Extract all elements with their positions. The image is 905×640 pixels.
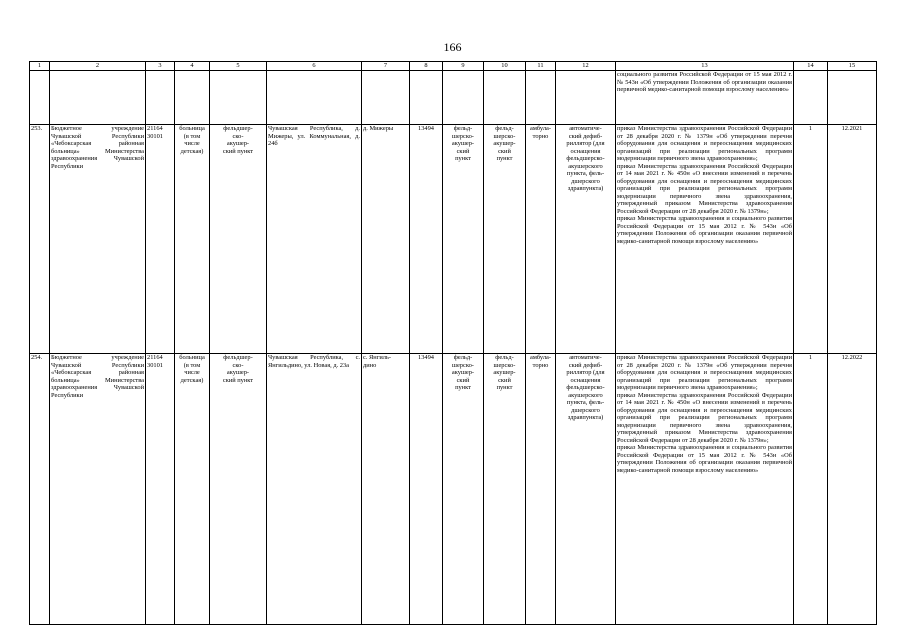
address-cell: Чувашская Республика, с. Янгильдино, ул. Новая, д. 23а [267,354,362,625]
equipment-cell: автоматиче- ский дефиб- риллятор (для оснащения фельдшерско- акушерского пункта, фель- дшерского здравпункта) [556,125,616,354]
date-cell: 12.2021 [828,125,877,354]
unit-cell: фельдшер- ско- акушер- ский пункт [210,125,267,354]
structure-cell: фельд- шерско- акушер- ский пункт [484,354,526,625]
quantity-cell: 1 [794,125,828,354]
organization-cell: Бюджетное учреждение Чувашской Республики «Чебоксарская районная больница» Министерства здравоохранения Чувашской Республики [50,125,146,354]
structure-cell: фельд- шерско- акушер- ский пункт [443,354,484,625]
column-header: 1 [30,62,50,71]
locality-cell: с. Янгиль- дино [362,354,410,625]
legal-basis-cell: приказ Министерства здравоохранения Российской Федерации от 28 декабря 2020 г. № 1379н «Об утверждении перечня оборудования для оснащения и переоснащения медицинских организаций при реализации региональных программ модернизации первичного звена здравоохранения»; приказ Министерства здравоохранения Российской Федерации от 14 мая 2021 г. № 450н «О внесении изменений в перечень оборудования для оснащения и переоснащения медицинских организаций при реализации региональных программ модернизации первичного звена здравоохранения, утвержденный приказом Министерства здравоохранения Российской Федерации от 28 декабря 2020 г. № 1379н»; приказ Министерства здравоохранения и социального развития Российской Федерации от 15 мая 2012 г. № 543н «Об утверждении Положения об организации оказания первичной медико-санитарной помощи взрослому населению» [616,354,794,625]
column-header: 2 [50,62,146,71]
register-table [29,61,877,625]
code-cell: 21164 30101 [146,125,175,354]
care-condition-cell: амбула- торно [526,125,556,354]
column-header: 9 [443,62,484,71]
facility-type-cell: больница (в том числе детская) [175,125,210,354]
column-header: 3 [146,62,175,71]
column-header: 8 [410,62,443,71]
column-header: 13 [616,62,794,71]
quantity-cell: 1 [794,354,828,625]
column-header: 4 [175,62,210,71]
page-number: 166 [443,40,462,54]
table-row [30,125,877,354]
date-cell: 12.2022 [828,354,877,625]
code-cell: 21164 30101 [146,354,175,625]
column-header: 5 [210,62,267,71]
row-number: 254. [30,354,50,625]
row-number: 253. [30,125,50,354]
column-number-row [30,62,877,71]
column-header: 14 [794,62,828,71]
equipment-cell: автоматиче- ский дефиб- риллятор (для оснащения фельдшерско- акушерского пункта, фель- дшерского здравпункта) [556,354,616,625]
organization-cell: Бюджетное учреждение Чувашской Республики «Чебоксарская районная больница» Министерства здравоохранения Чувашской Республики [50,354,146,625]
column-header: 11 [526,62,556,71]
facility-type-cell: больница (в том числе детская) [175,354,210,625]
legal-basis-cell: социального развития Российской Федерации от 15 мая 2012 г. № 543н «Об утверждении Положения об организации оказания первичной медико-санитарной помощи взрослому населению» [616,71,794,125]
population-cell: 13494 [410,354,443,625]
care-condition-cell: амбула- торно [526,354,556,625]
address-cell: Чувашская Республика, д. Мижеры, ул. Коммунальная, д. 24б [267,125,362,354]
column-header: 10 [484,62,526,71]
unit-cell: фельдшер- ско- акушер- ский пункт [210,354,267,625]
column-header: 12 [556,62,616,71]
table-row [30,354,877,625]
column-header: 6 [267,62,362,71]
legal-basis-cell: приказ Министерства здравоохранения Российской Федерации от 28 декабря 2020 г. № 1379н «Об утверждении перечня оборудования для оснащения и переоснащения медицинских организаций при реализации региональных программ модернизации первичного звена здравоохранения»; приказ Министерства здравоохранения Российской Федерации от 14 мая 2021 г. № 450н «О внесении изменений в перечень оборудования для оснащения и переоснащения медицинских организаций при реализации региональных программ модернизации первичного звена здравоохранения, утвержденный приказом Министерства здравоохранения Российской Федерации от 28 декабря 2020 г. № 1379н»; приказ Министерства здравоохранения и социального развития Российской Федерации от 15 мая 2012 г. № 543н «Об утверждении Положения об организации оказания первичной медико-санитарной помощи взрослому населению» [616,125,794,354]
population-cell: 13494 [410,125,443,354]
continuation-row [30,71,877,125]
column-header: 7 [362,62,410,71]
locality-cell: д. Мижеры [362,125,410,354]
structure-cell: фельд- шерско- акушер- ский пункт [484,125,526,354]
column-header: 15 [828,62,877,71]
structure-cell: фельд- шерско- акушер- ский пункт [443,125,484,354]
